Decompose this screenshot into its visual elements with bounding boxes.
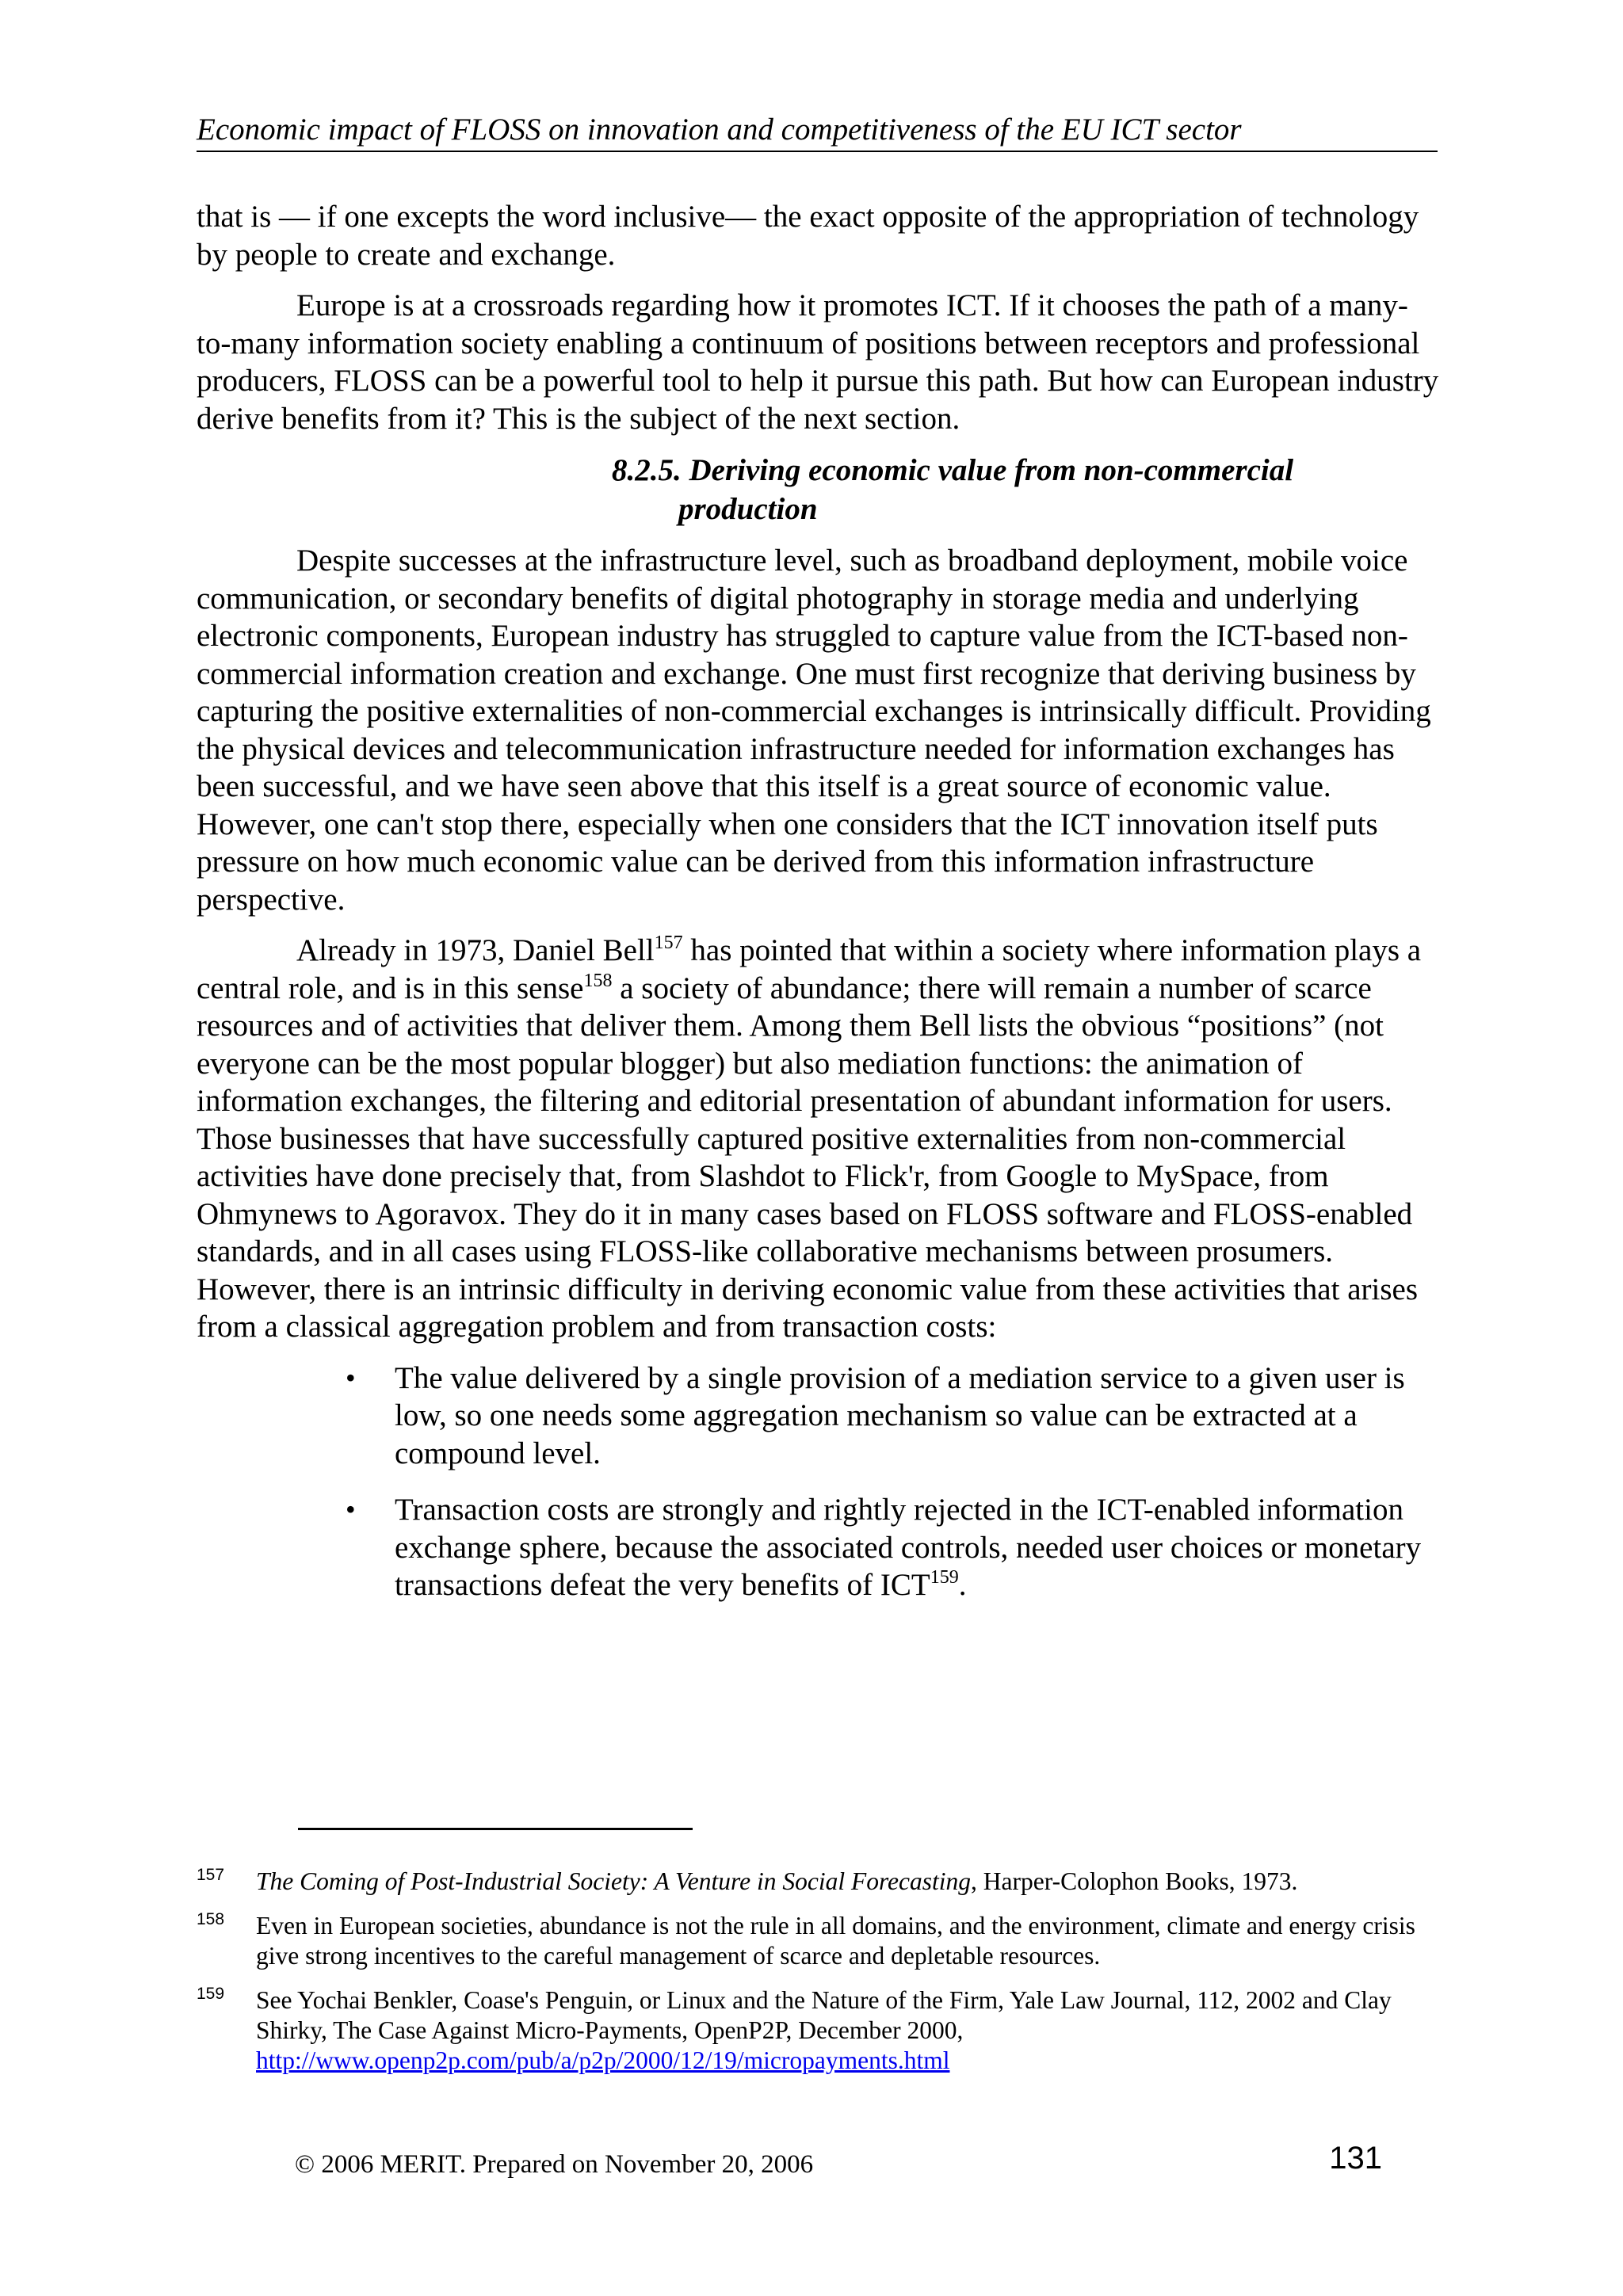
footnote-ref-157[interactable]: 157 xyxy=(654,933,683,953)
footnote-ref-158[interactable]: 158 xyxy=(583,970,613,991)
section-heading-line1: 8.2.5. Deriving economic value from non-commercial xyxy=(612,453,1294,487)
footnote-158 xyxy=(197,1911,1441,1971)
section-heading xyxy=(197,451,1441,528)
paragraph-crossroads: Europe is at a crossroads regarding how it promotes ICT. If it chooses the path of a many-to-many information society enabling a continuum of positions between receptors and professional producers, FLOSS can be a powerful tool to help it pursue this path. But how can European industry derive benefits from it? This is the subject of the next section. xyxy=(197,288,1439,436)
bullet-icon: • xyxy=(346,1493,356,1525)
running-header: Economic impact of FLOSS on innovation and competitiveness of the EU ICT sector xyxy=(197,111,1438,152)
footnote-text: Even in European societies, abundance is not the rule in all domains, and the environment, climate and energy crisis give strong incentives to the careful management of scarce and depletable resources. xyxy=(256,1912,1415,1970)
paragraph-infrastructure: Despite successes at the infrastructure level, such as broadband deployment, mobile voice communication, or secondary benefits of digital photography in storage media and underlying electronic components, European industry has struggled to capture value from the ICT-based non-commercial information creation and exchange. One must first recognize that deriving business by capturing the positive externalities of non-commercial exchanges is intrinsically difficult. Providing the physical devices and telecommunication infrastructure needed for information exchanges has been successful, and we have seen above that this itself is a great source of economic value. However, one can't stop there, especially when one considers that the ICT innovation itself puts pressure on how much economic value can be derived from this information infrastructure perspective. xyxy=(197,543,1431,917)
footnote-159 xyxy=(197,1985,1441,2076)
footnote-book-title: The Coming of Post-Industrial Society: A Venture in Social Forecasting xyxy=(256,1867,972,1895)
bullet-text-aggregation: The value delivered by a single provision of a mediation service to a given user is low, so one needs some aggregation mechanism so value can be extracted at a compound level. xyxy=(395,1360,1405,1470)
paragraph-bell xyxy=(197,932,1441,1346)
paragraph-bell-part1: Already in 1973, Daniel Bell xyxy=(296,933,655,967)
footnote-publisher: , Harper-Colophon Books, 1973. xyxy=(971,1867,1298,1895)
paragraph-bell-part3: a society of abundance; there will remain a number of scarce resources and of activities that deliver them. Among them Bell lists the obvious “positions” (not everyone can be the most popular blogger) but also mediation functions: the animation of information exchanges, the filtering and editorial presentation of abundant information for users. Those businesses that have successfully captured positive externalities from non-commercial activities have done precisely that, from Slashdot to Flick'r, from Google to MySpace, from Ohmynews to Agoravox. They do it in many cases based on FLOSS software and FLOSS-enabled standards, and in all cases using FLOSS-like collaborative mechanisms between prosumers. However, there is an intrinsic difficulty in deriving economic value from these activities that arises from a classical aggregation problem and from transaction costs: xyxy=(197,971,1418,1344)
paragraph-continuation: that is — if one excepts the word inclusive— the exact opposite of the appropriation of technology by people to create and exchange. xyxy=(197,200,1419,272)
section-heading-line2: production xyxy=(678,492,818,526)
body-text xyxy=(197,198,1441,1623)
bullet-list xyxy=(197,1360,1441,1604)
list-item xyxy=(346,1491,1441,1604)
page-number: 131 xyxy=(1329,2141,1382,2176)
page-footer xyxy=(295,2141,1382,2180)
paragraph-bell-part2: has pointed that within a society where information plays a central role, and is in this sense xyxy=(197,933,1422,1005)
footnote-number: 158 xyxy=(197,1910,225,1928)
bullet-text-transaction-costs: Transaction costs are strongly and rightly rejected in the ICT-enabled information exchange sphere, because the associated controls, needed user choices or monetary transactions defeat the very benefits of ICT xyxy=(395,1493,1422,1602)
list-item xyxy=(346,1360,1441,1473)
footnote-ref-159[interactable]: 159 xyxy=(930,1567,959,1588)
footnote-number: 157 xyxy=(197,1866,225,1884)
bullet-text-end: . xyxy=(958,1568,967,1602)
copyright-text: © 2006 MERIT. Prepared on November 20, 2006 xyxy=(295,2150,814,2179)
footnote-157 xyxy=(197,1867,1441,1897)
footnote-number: 159 xyxy=(197,1985,225,2003)
bullet-icon: • xyxy=(346,1361,356,1394)
micropayments-link[interactable]: http://www.openp2p.com/pub/a/p2p/2000/12/19/micropayments.html xyxy=(256,2046,950,2074)
footnote-separator xyxy=(298,1828,693,1830)
footnotes xyxy=(197,1867,1441,2090)
footnote-text: See Yochai Benkler, Coase's Penguin, or Linux and the Nature of the Firm, Yale Law Journal, 112, 2002 and Clay Shirky, The Case Against Micro-Payments, OpenP2P, December 2000, xyxy=(256,1986,1392,2044)
